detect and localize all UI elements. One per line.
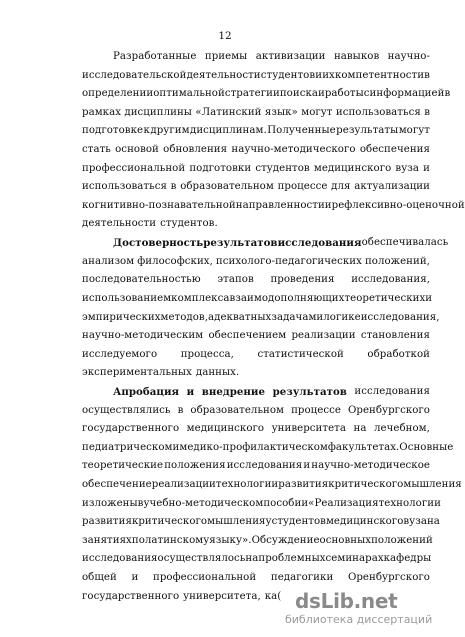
text-line [82, 457, 430, 476]
word: учебно-методическом [143, 497, 264, 509]
word: исследовательской [82, 69, 187, 81]
word: медико-профилактическом [179, 441, 328, 453]
word: компетентности [334, 69, 425, 81]
word: и [303, 460, 311, 472]
word: процессе [291, 404, 341, 416]
word: у [265, 516, 272, 528]
text-line [82, 383, 430, 402]
text-line [82, 160, 430, 179]
word: вуза [403, 516, 427, 528]
word: результатов [203, 237, 278, 250]
word: пособии [263, 497, 309, 509]
word: в [137, 497, 144, 509]
word: на [245, 553, 259, 565]
word: Достоверность [113, 237, 204, 250]
text-line [82, 420, 430, 439]
word: в [424, 106, 430, 118]
word: осуществлялись [82, 404, 171, 416]
word: основой [115, 144, 159, 156]
word: для [331, 181, 351, 193]
word: и [425, 292, 433, 304]
word: деятельности [82, 218, 157, 230]
word: использоваться [82, 181, 167, 193]
word: философских, [137, 255, 213, 267]
word: и [131, 572, 139, 584]
word: внедрение [201, 385, 266, 398]
word: технологии [215, 479, 279, 491]
word: результаты [336, 125, 399, 137]
word: анализом [82, 255, 135, 267]
word: студентов [255, 162, 310, 174]
word: государственного [82, 590, 180, 602]
word: информацией [369, 88, 445, 100]
word: студентов. [160, 218, 218, 230]
word: другим [150, 125, 190, 137]
word: университета, [183, 590, 261, 602]
word: кафедры [383, 553, 432, 565]
word: занятиях [82, 534, 132, 546]
word: определении [82, 88, 154, 100]
word: язык» [264, 106, 298, 118]
word: исследования, [360, 311, 440, 323]
word: изложены [82, 497, 138, 509]
text-line [82, 550, 430, 569]
word: последовательностью [82, 274, 201, 286]
word: проблемных [258, 553, 326, 565]
word: основных [319, 534, 372, 546]
word: исследования, [351, 274, 430, 286]
text-line [82, 215, 430, 234]
word: развития [278, 479, 329, 491]
watermark-logo: dsLib.net [295, 589, 398, 613]
word: семинарах [325, 553, 384, 565]
word: «Реализация [308, 497, 379, 509]
word: профессиональной [82, 162, 186, 174]
word: в [444, 88, 451, 100]
word: факультетах. [327, 441, 400, 453]
word: Разработанные [113, 51, 197, 62]
word: педиатрическом [82, 441, 173, 453]
word: реализации [291, 330, 356, 342]
word: теоретических [344, 292, 426, 304]
word: поиска [279, 88, 318, 100]
word: обеспечивалась [361, 237, 449, 249]
text-line [82, 327, 430, 346]
word: подготовке [82, 125, 144, 137]
word: осуществлялось [157, 553, 246, 565]
text-line [82, 495, 441, 514]
text-line [82, 402, 430, 421]
word: методов, [160, 311, 209, 323]
word: взаимодополняющих [229, 292, 345, 304]
text-line [82, 197, 465, 216]
word: образовательном [180, 181, 274, 193]
text-line [82, 141, 430, 160]
word: Оренбургского [347, 572, 430, 584]
word: к [143, 125, 150, 137]
word: рефлексивно-оценочной [331, 199, 465, 211]
text-line [82, 67, 430, 86]
text-line [82, 85, 451, 104]
word: Основные [399, 441, 454, 453]
word: использованием [82, 292, 172, 304]
text-line [82, 290, 433, 309]
word: могут [301, 106, 333, 118]
text-line [82, 48, 430, 67]
word: обеспечение [82, 479, 152, 491]
word: студентов [260, 69, 316, 81]
word: их [322, 69, 335, 81]
word: оптимальной [153, 88, 225, 100]
word: логике [323, 311, 361, 323]
word: исследования [277, 237, 362, 250]
word: Обсуждение [251, 534, 320, 546]
word: и [318, 88, 325, 100]
word: положений, [364, 255, 430, 267]
word: научно-методическое [311, 460, 430, 472]
word: на [353, 423, 367, 435]
word: положения [164, 460, 226, 472]
word: работы [324, 88, 364, 100]
word: комплекса [171, 292, 230, 304]
text-line [82, 364, 430, 383]
word: мышления [403, 479, 462, 491]
text-line [82, 104, 430, 123]
word: и [316, 311, 324, 323]
word: адекватных [208, 311, 272, 323]
word: в [177, 404, 184, 416]
word: педагогики [270, 572, 334, 584]
word: деятельности [186, 69, 261, 81]
text-line [82, 532, 433, 551]
watermark-subtitle: библиотека диссертаций [285, 613, 433, 626]
word: направленности [235, 199, 325, 211]
word: могут [398, 125, 430, 137]
word: рамках [82, 106, 122, 118]
word: дисциплины [124, 106, 192, 118]
word: исследования [226, 460, 303, 472]
text-line [82, 439, 454, 458]
word: задачам [271, 311, 317, 323]
word: лечебном, [374, 423, 430, 435]
text-line [82, 346, 430, 365]
word: мышления [207, 516, 266, 528]
word: активизации [255, 51, 326, 62]
word: эмпирических [82, 311, 161, 323]
word: медицинского [313, 162, 392, 174]
word: критического [131, 516, 208, 528]
word: по [131, 534, 145, 546]
text-line [82, 271, 430, 290]
word: реализации [151, 479, 216, 491]
document-body [82, 48, 465, 606]
word: студентов [271, 516, 326, 528]
text-line [82, 476, 462, 495]
text-line [82, 178, 430, 197]
word: навыков [333, 51, 380, 62]
word: и [315, 69, 323, 81]
word: приемы [204, 51, 248, 62]
word: и [423, 162, 430, 174]
word: медицинского [186, 423, 265, 435]
word: стратегии [224, 88, 280, 100]
word: образовательном [190, 404, 285, 416]
word: обеспечения [359, 144, 430, 156]
word: вуза [395, 162, 419, 174]
word: когнитивно-познавательной [82, 199, 236, 211]
word: государственного [82, 423, 180, 435]
word: научно-методического [231, 144, 356, 156]
word: исследуемого [82, 348, 158, 360]
word: положений [371, 534, 433, 546]
word: использоваться [335, 106, 421, 118]
word: дисциплинам. [190, 125, 267, 137]
word: подготовки [189, 162, 252, 174]
word: на [426, 516, 440, 528]
text-line [82, 569, 430, 588]
word: Оренбургского [347, 404, 430, 416]
text-line [82, 253, 430, 272]
word: стать [82, 144, 111, 156]
word: медицинского [325, 516, 404, 528]
word: в [170, 181, 177, 193]
word: исследования [82, 553, 158, 565]
word: профессиональной [153, 572, 257, 584]
word: развития [82, 516, 132, 528]
word: этапов [217, 274, 254, 286]
word: с [363, 88, 370, 100]
word: проведения [270, 274, 335, 286]
word: психолого-педагогических [215, 255, 362, 267]
word: «Латинский [195, 106, 262, 118]
word: становления [360, 330, 430, 342]
word: теоретические [82, 460, 164, 472]
word: университета [271, 423, 346, 435]
word: обработкой [367, 348, 430, 360]
text-line [82, 513, 440, 532]
word: критического [328, 479, 404, 491]
word: ка( [264, 590, 282, 602]
word: обновления [163, 144, 228, 156]
word: латинскому [144, 534, 210, 546]
word: и [172, 441, 180, 453]
word: общей [82, 572, 117, 584]
word: и [186, 385, 195, 398]
word: обеспечением [208, 330, 287, 342]
page-number: 12 [218, 30, 232, 42]
word: Полученные [267, 125, 336, 137]
word: процессе [277, 181, 328, 193]
word: Апробация [113, 385, 180, 398]
word: экспериментальных [82, 367, 192, 379]
word: языку». [209, 534, 252, 546]
word: исследования [354, 385, 430, 397]
word: научно-методическим [82, 330, 204, 342]
word: научно- [387, 51, 430, 62]
word: процесса, [180, 348, 234, 360]
word: данных. [195, 367, 240, 379]
text-line [82, 309, 440, 328]
word: результатов [272, 385, 347, 398]
watermark[interactable] [283, 589, 443, 631]
word: статистической [257, 348, 344, 360]
word: технологии [378, 497, 441, 509]
word: в [424, 69, 430, 81]
text-line [82, 234, 449, 253]
text-line [82, 122, 430, 141]
word: и [324, 199, 332, 211]
word: актуализации [354, 181, 430, 193]
